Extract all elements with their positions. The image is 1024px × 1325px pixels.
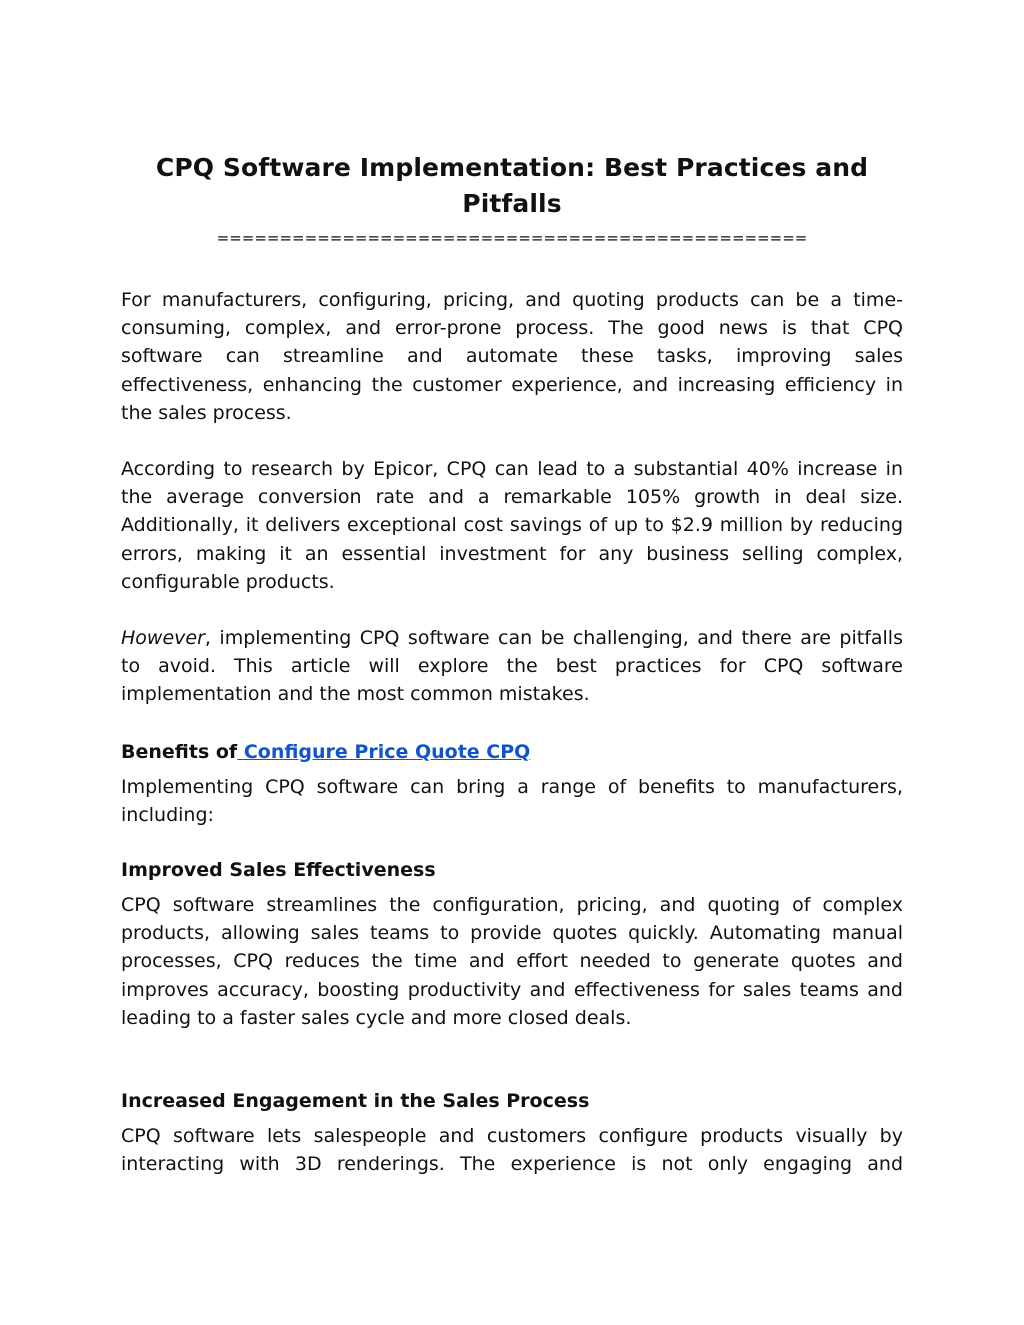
cpq-link[interactable]: Configure Price Quote CPQ bbox=[237, 740, 531, 763]
document-title: CPQ Software Implementation: Best Practices and Pitfalls bbox=[155, 153, 869, 218]
document-page bbox=[121, 150, 903, 1178]
benefits-heading bbox=[121, 739, 903, 765]
section-body-sales-effectiveness: CPQ software streamlines the configuration, pricing, and quoting of complex products, allowing sales teams to provide quotes quickly. Automating manual processes, CPQ reduces the time and effort needed to generate quotes and improves accuracy, boosting productivity and effectiveness for sales teams and leading to a faster sales cycle and more closed deals. bbox=[121, 894, 903, 1029]
however-rest: , implementing CPQ software can be challenging, and there are pitfalls to avoid. This article will explore the best practices for CPQ software implementation and the most common mistakes. bbox=[121, 627, 903, 706]
section-heading-sales-effectiveness: Improved Sales Effectiveness bbox=[121, 859, 436, 882]
intro-paragraph: For manufacturers, configuring, pricing, and quoting products can be a time-consuming, complex, and error-prone process. The good news is that CPQ software can streamline and automate these tasks, improving sales effectiveness, enhancing the customer experience, and increasing efficiency in the sales process. bbox=[121, 289, 903, 424]
title-divider: =============================================== bbox=[216, 229, 808, 247]
however-paragraph bbox=[121, 624, 903, 709]
benefits-intro-paragraph: Implementing CPQ software can bring a range of benefits to manufacturers, including: bbox=[121, 775, 903, 826]
however-emphasis: However bbox=[121, 627, 205, 650]
benefits-heading-prefix: Benefits of bbox=[121, 740, 238, 763]
research-paragraph: According to research by Epicor, CPQ can lead to a substantial 40% increase in the average conversion rate and a remarkable 105% growth in deal size. Additionally, it delivers exceptional cost savings of up to $2.9 million by reducing errors, making it an essential investment for any business selling complex, configurable products. bbox=[121, 458, 903, 593]
section-heading-engagement: Increased Engagement in the Sales Process bbox=[121, 1090, 590, 1113]
section-body-engagement: CPQ software lets salespeople and customers configure products visually by interacting with 3D renderings. The experience is not only engaging and bbox=[121, 1125, 903, 1176]
